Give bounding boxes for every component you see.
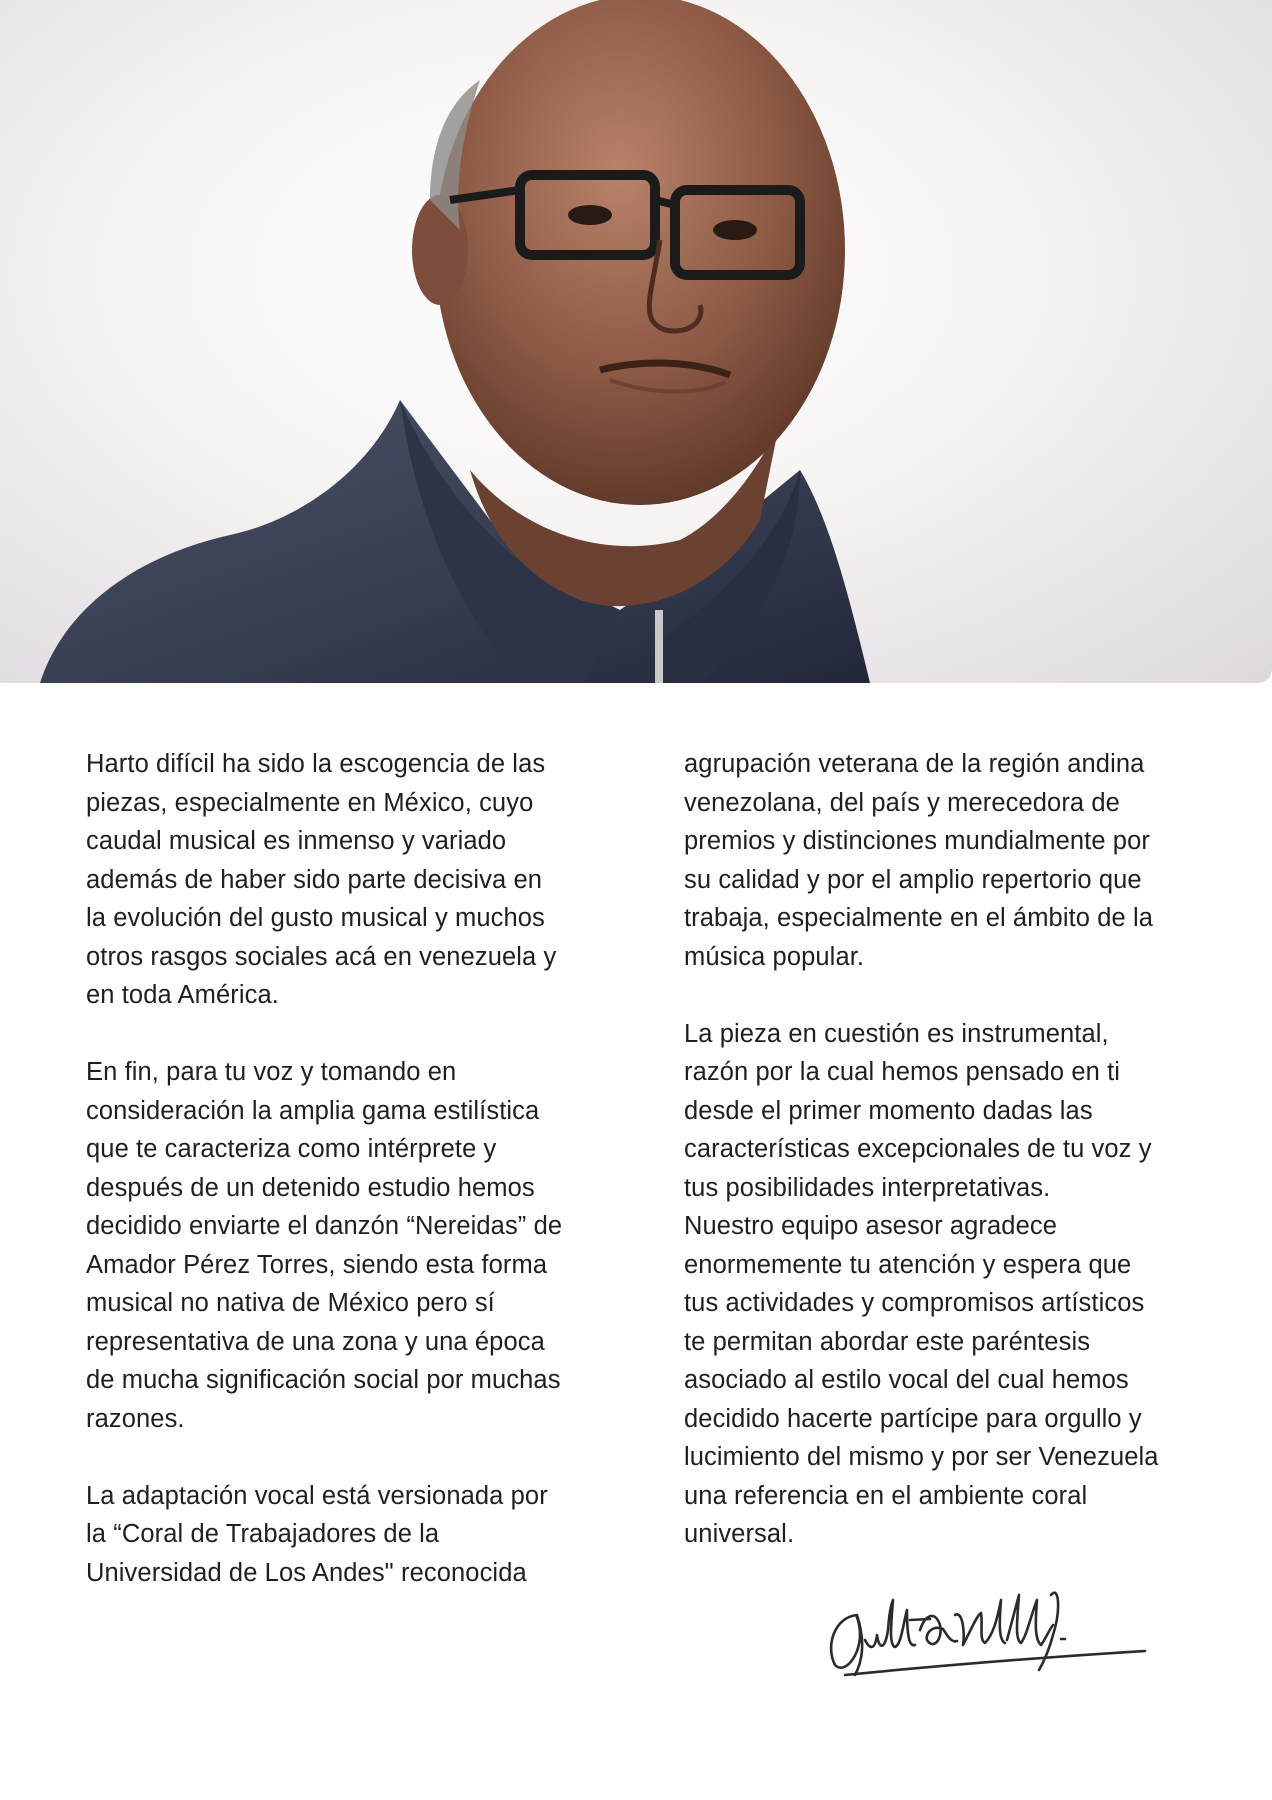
letter-paragraph: Nuestro equipo asesor agradece enormemente tu atención y espera que tus actividades y compromisos artísticos te permitan abordar este paréntesis asociado al estilo vocal del cual hemos decidido hacerte partícipe para orgullo y lucimiento del mismo y por ser Venezuela una referencia en el ambiente coral universal. <box>684 1212 1159 1548</box>
letter-paragraph: La adaptación vocal está versionada por la “Coral de Trabajadores de la Universidad de Los Andes" reconocida <box>86 1481 548 1587</box>
letter-paragraph: agrupación veterana de la región andina venezolana, del país y merecedora de premios y distinciones mundialmente por su calidad y por el amplio repertorio que trabaja, especialmente en el ámbito de la música popular. <box>684 750 1154 971</box>
letter-paragraph: En fin, para tu voz y tomando en consideración la amplia gama estilística que te caracteriza como intérprete y después de un detenido estudio hemos decidido enviarte el danzón “Nereidas” de Amador Pérez Torres, siendo esta forma musical no nativa de México pero sí representativa de una zona y una época de mucha significación social por muchas razones. <box>86 1058 563 1433</box>
handwritten-signature <box>815 1555 1175 1685</box>
signature-drawing <box>815 1555 1175 1685</box>
portrait-photo <box>0 0 1272 683</box>
letter-left-column <box>86 745 626 1592</box>
letter-paragraph: Harto difícil ha sido la escogencia de las piezas, especialmente en México, cuyo caudal musical es inmenso y variado además de haber sido parte decisiva en la evolución del gusto musical y muchos otros rasgos sociales acá en venezuela y en toda América. <box>86 750 557 1009</box>
letter-paragraph: La pieza en cuestión es instrumental, razón por la cual hemos pensado en ti desde el primer momento dadas las características excepcionales de tu voz y tus posibilidades interpretativas. <box>684 1019 1152 1202</box>
letter-right-column <box>684 745 1224 1554</box>
portrait-illustration <box>0 0 1272 683</box>
